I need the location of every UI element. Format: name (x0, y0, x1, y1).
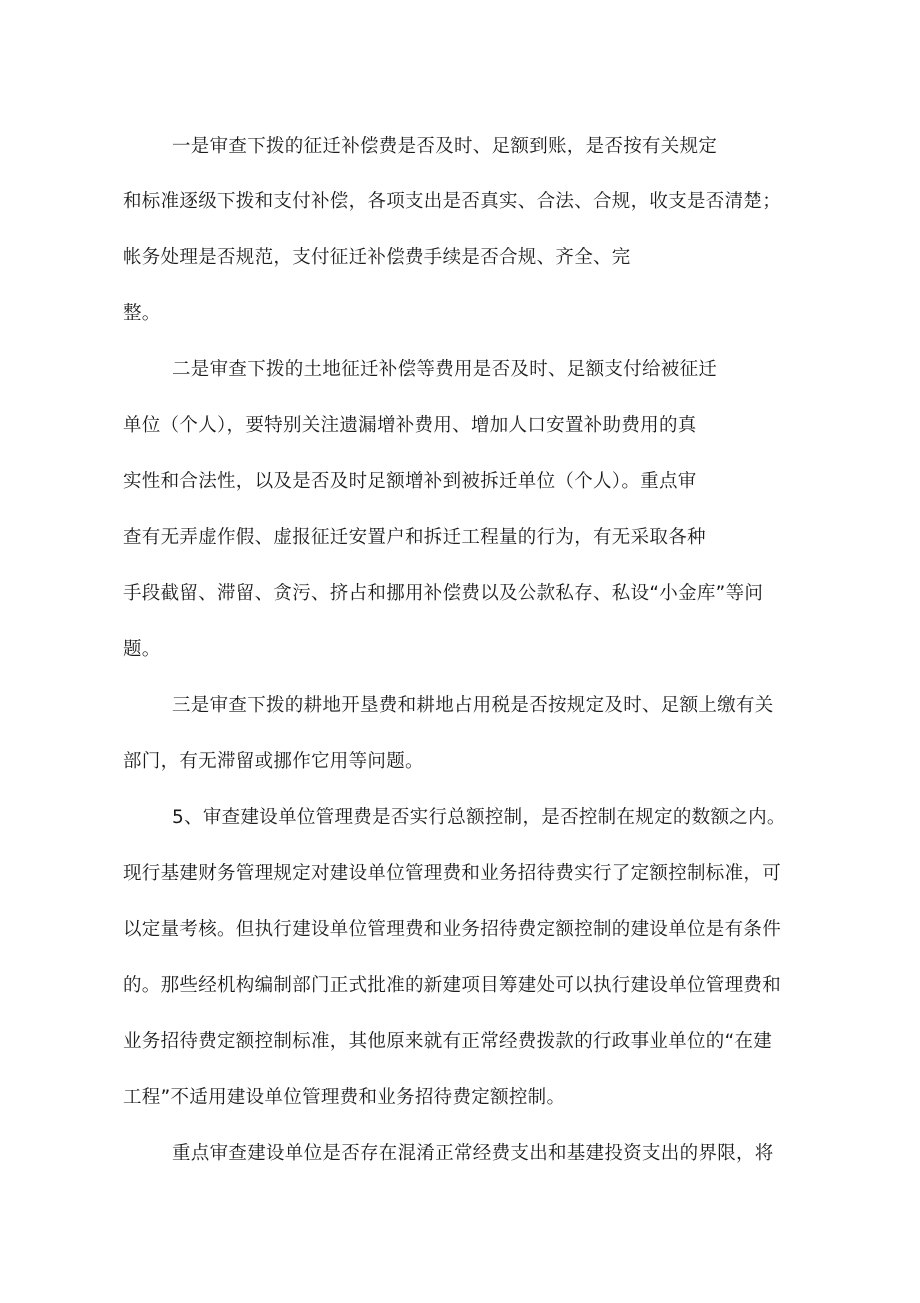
paragraph-4-line-4: 的。那些经机构编制部门正式批准的新建项目筹建处可以执行建设单位管理费和 (123, 975, 782, 996)
paragraph-2-line-1: 二是审查下拨的土地征迁补偿等费用是否及时、足额支付给被征迁 (172, 359, 718, 380)
paragraph-2-line-3: 实性和合法性，以及是否及时足额增补到被拆迁单位（个人）。重点审 (123, 471, 697, 492)
paragraph-4-line-1: 5、审查建设单位管理费是否实行总额控制，是否控制在规定的数额之内。 (172, 807, 786, 828)
paragraph-2-line-6: 题。 (123, 639, 161, 660)
paragraph-3-line-2: 部门，有无滞留或挪作它用等问题。 (123, 751, 424, 772)
paragraph-2-line-5: 手段截留、滞留、贪污、挤占和挪用补偿费以及公款私存、私设“小金库”等问 (123, 583, 764, 604)
paragraph-1-line-1: 一是审查下拨的征迁补偿费是否及时、足额到账，是否按有关规定 (172, 136, 718, 157)
paragraph-5-line-1: 重点审查建设单位是否存在混淆正常经费支出和基建投资支出的界限，将 (172, 1143, 774, 1164)
paragraph-3-line-1: 三是审查下拨的耕地开垦费和耕地占用税是否按规定及时、足额上缴有关 (172, 695, 774, 716)
paragraph-2-line-4: 查有无弄虚作假、虚报征迁安置户和拆迁工程量的行为，有无采取各种 (123, 527, 706, 548)
paragraph-4-line-6: 工程”不适用建设单位管理费和业务招待费定额控制。 (123, 1087, 566, 1108)
paragraph-4-line-3: 以定量考核。但执行建设单位管理费和业务招待费定额控制的建设单位是有条件 (123, 919, 782, 940)
paragraph-1-line-3: 帐务处理是否规范，支付征迁补偿费手续是否合规、齐全、完 (123, 247, 631, 268)
paragraph-1-line-2: 和标准逐级下拨和支付补偿，各项支出是否真实、合法、合规，收支是否清楚； (123, 191, 782, 212)
paragraph-1-line-4: 整。 (123, 303, 161, 324)
paragraph-2-line-2: 单位（个人），要特别关注遗漏增补费用、增加人口安置补助费用的真 (123, 415, 697, 436)
paragraph-4-line-5: 业务招待费定额控制标准，其他原来就有正常经费拨款的行政事业单位的“在建 (123, 1031, 773, 1052)
paragraph-4-line-2: 现行基建财务管理规定对建设单位管理费和业务招待费实行了定额控制标准，可 (123, 863, 782, 884)
